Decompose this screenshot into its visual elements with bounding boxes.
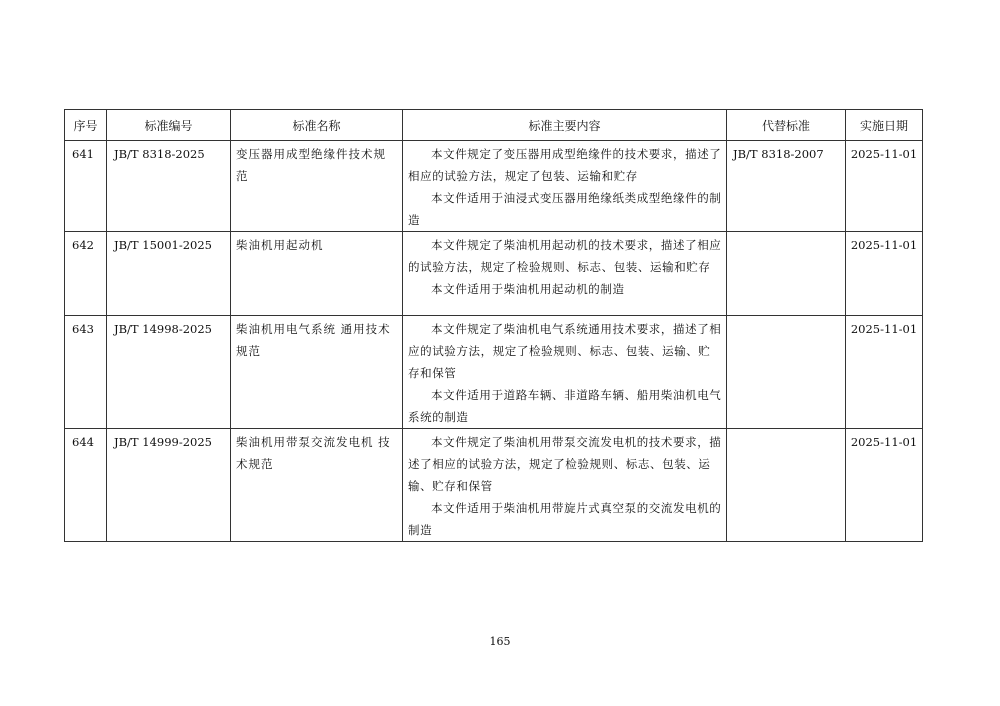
cell-code: [107, 232, 231, 316]
cell-seq: [65, 316, 107, 429]
table-row: [65, 232, 923, 316]
content-paragraph-2: 本文件适用于油浸式变压器用绝缘纸类成型绝缘件的制造: [408, 191, 722, 227]
page-number: 165: [489, 635, 511, 648]
table-row: [65, 141, 923, 232]
cell-date: [846, 232, 923, 316]
cell-replace: [727, 232, 846, 316]
seq-value: 643: [72, 322, 94, 336]
cell-code: [107, 429, 231, 542]
cell-seq: [65, 429, 107, 542]
cell-seq: [65, 141, 107, 232]
date-value: 2025-11-01: [850, 147, 918, 161]
name-value: 柴油机用电气系统 通用技术规范: [236, 322, 391, 358]
content-paragraph-1: 本文件规定了柴油机用起动机的技术要求，描述了相应的试验方法，规定了检验规则、标志、包装、运输和贮存: [408, 238, 722, 274]
cell-name: [231, 232, 403, 316]
name-value: 柴油机用起动机: [236, 238, 324, 252]
code-value: JB/T 15001-2025: [114, 238, 212, 252]
name-value: 变压器用成型绝缘件技术规范: [236, 147, 386, 183]
name-value: 柴油机用带泵交流发电机 技术规范: [236, 435, 391, 471]
header-code: 标准编号: [107, 110, 231, 141]
header-replace: 代替标准: [727, 110, 846, 141]
cell-replace: [727, 429, 846, 542]
cell-content: [403, 141, 727, 232]
code-value: JB/T 14998-2025: [114, 322, 212, 336]
header-content: 标准主要内容: [403, 110, 727, 141]
table-header-row: [65, 110, 923, 141]
header-date: 实施日期: [846, 110, 923, 141]
table-row: [65, 316, 923, 429]
table-row: [65, 429, 923, 542]
cell-name: [231, 316, 403, 429]
cell-name: [231, 141, 403, 232]
standards-table: [64, 109, 923, 542]
code-value: JB/T 14999-2025: [114, 435, 212, 449]
seq-value: 642: [72, 238, 94, 252]
header-name: 标准名称: [231, 110, 403, 141]
replace-value: [727, 316, 845, 318]
cell-name: [231, 429, 403, 542]
content-paragraph-2: 本文件适用于道路车辆、非道路车辆、船用柴油机电气系统的制造: [408, 388, 722, 424]
cell-date: [846, 429, 923, 542]
date-value: 2025-11-01: [850, 435, 918, 449]
cell-code: [107, 141, 231, 232]
replace-value: [727, 232, 845, 234]
header-seq: 序号: [65, 110, 107, 141]
cell-code: [107, 316, 231, 429]
content-paragraph-2: 本文件适用于柴油机用带旋片式真空泵的交流发电机的制造: [408, 501, 722, 537]
cell-seq: [65, 232, 107, 316]
replace-value: JB/T 8318-2007: [733, 147, 824, 161]
replace-value: [727, 429, 845, 431]
cell-content: [403, 232, 727, 316]
cell-replace: [727, 316, 846, 429]
date-value: 2025-11-01: [850, 238, 918, 252]
cell-replace: [727, 141, 846, 232]
date-value: 2025-11-01: [850, 322, 918, 336]
cell-content: [403, 429, 727, 542]
code-value: JB/T 8318-2025: [114, 147, 205, 161]
content-paragraph-2: 本文件适用于柴油机用起动机的制造: [431, 282, 625, 296]
cell-date: [846, 141, 923, 232]
cell-date: [846, 316, 923, 429]
content-paragraph-1: 本文件规定了柴油机电气系统通用技术要求，描述了相应的试验方法，规定了检验规则、标志、包装、运输、贮存和保管: [408, 322, 722, 380]
seq-value: 644: [72, 435, 94, 449]
cell-content: [403, 316, 727, 429]
content-paragraph-1: 本文件规定了变压器用成型绝缘件的技术要求，描述了相应的试验方法，规定了包装、运输和贮存: [408, 147, 722, 183]
content-paragraph-1: 本文件规定了柴油机用带泵交流发电机的技术要求，描述了相应的试验方法，规定了检验规则、标志、包装、运输、贮存和保管: [408, 435, 722, 493]
seq-value: 641: [72, 147, 94, 161]
